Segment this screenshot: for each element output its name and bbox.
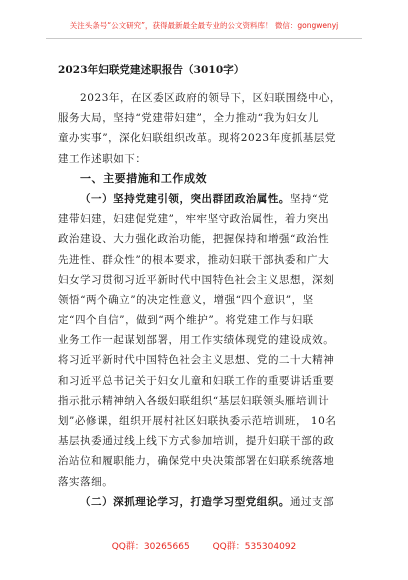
paragraph-line: 将习近平新时代中国特色社会主义思想、党的二十大精神 [58, 354, 335, 367]
paragraph-line: 划”必修课，组织开展村社区妇联执委示范培训班， 10名 [58, 415, 337, 427]
paragraph-line: 2023年，在区委区政府的领导下，区妇联围绕中心， [80, 92, 341, 104]
subsection-heading: （一）坚持党建引领，突出群团政治属性。 [80, 192, 290, 205]
promo-banner: 关注头条号“公文研究”，获得最新最全最专业的公文资料库！ 微信：gongwenyj [69, 21, 339, 30]
paragraph-line: 治站位和履职能力，确保党中央决策部署在妇联系统落地 [58, 455, 335, 468]
paragraph-line: 业务工作一起谋划部署，用工作实绩体现党的建设成效。 [58, 334, 335, 347]
document-body [58, 88, 350, 512]
paragraph-line: 建带妇建，妇建促党建”，牢牢坚守政治属性，着力突出 [58, 213, 330, 226]
subsection-heading-line [58, 492, 350, 512]
banner-divider [46, 38, 362, 39]
paragraph-line: 基层执委通过线上线下方式参加培训，提升妇联干部的政 [58, 435, 335, 448]
paragraph-line: 妇女学习贯彻习近平新时代中国特色社会主义思想，深刻 [58, 273, 335, 286]
paragraph-line: 定“四个自信”，做到“两个维护”。将党建工作与妇联 [58, 314, 314, 327]
paragraph-text: 通过支部 [289, 495, 335, 508]
paragraph-line: 领悟“两个确立”的决定性意义，增强“四个意识”，坚 [58, 293, 314, 306]
paragraph-line: 服务大局，坚持“党建带妇建”，全力推动“我为妇女儿 [58, 112, 319, 125]
document-title: 2023年妇联党建述职报告（3010字） [58, 64, 245, 76]
paragraph-text: 坚持“党 [289, 192, 330, 205]
paragraph-line: 建工作述职如下： [58, 152, 147, 165]
paragraph-line: 先进性、群众性”的根本要求，推动妇联干部执委和广大 [58, 253, 330, 266]
paragraph-line: 童办实事”，深化妇联组织改革。现将2023年度抓基层党 [58, 132, 336, 145]
paragraph-line: 落实落细。 [58, 475, 114, 488]
subsection-heading: （二）深抓理论学习，打造学习型党组织。 [80, 495, 290, 508]
qq-group-1: QQ群：30265665 [111, 542, 190, 552]
paragraph-line: 和习近平总书记关于妇女儿童和妇联工作的重要讲话重要 [58, 374, 335, 387]
paragraph-line: 指示批示精神纳入各级妇联组织“基层妇联领头雁培训计 [58, 394, 330, 407]
section-heading: 一、主要措施和工作成效 [80, 171, 208, 185]
contact-footer [0, 539, 408, 552]
subsection-heading-line [58, 189, 350, 209]
qq-group-2: QQ群：535304092 [212, 542, 297, 552]
paragraph-line: 政治建设、大力强化政治功能，把握保持和增强“政治性 [58, 233, 330, 246]
